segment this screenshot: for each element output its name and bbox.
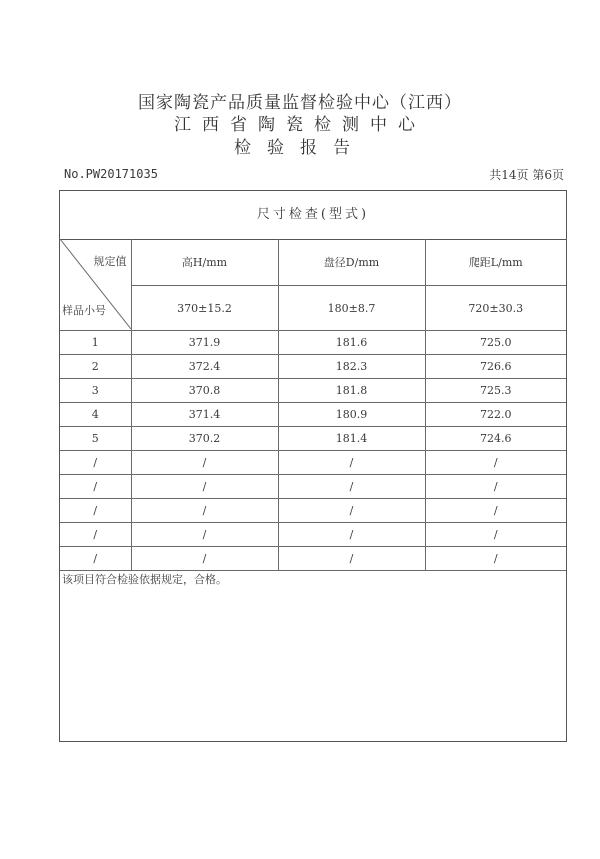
creepage-value: / — [425, 451, 566, 475]
org-title: 国家陶瓷产品质量监督检验中心（江西） — [138, 93, 462, 113]
diameter-value: / — [278, 451, 425, 475]
creepage-value: 725.0 — [425, 331, 566, 355]
column-header: 盘径D/mm — [278, 239, 425, 286]
sample-number: 1 — [60, 331, 131, 355]
corner-cell — [60, 239, 131, 331]
page-info: 共14页 第6页 — [489, 168, 564, 182]
creepage-value: / — [425, 547, 566, 571]
diameter-value: 180.9 — [278, 403, 425, 427]
table-row — [60, 355, 566, 379]
corner-label-sample: 样品小号 — [62, 304, 106, 317]
height-value: 370.2 — [131, 427, 278, 451]
diameter-value: 182.3 — [278, 355, 425, 379]
sample-number: / — [60, 499, 131, 523]
spec-value: 370±15.2 — [131, 286, 278, 331]
spec-value: 720±30.3 — [425, 286, 566, 331]
creepage-value: / — [425, 499, 566, 523]
creepage-value: 725.3 — [425, 379, 566, 403]
sample-number: / — [60, 475, 131, 499]
report-frame — [59, 190, 567, 742]
height-value: 370.8 — [131, 379, 278, 403]
sample-number: 4 — [60, 403, 131, 427]
height-value: 372.4 — [131, 355, 278, 379]
creepage-value: 724.6 — [425, 427, 566, 451]
diameter-value: 181.8 — [278, 379, 425, 403]
center-title: 江西省陶瓷检测中心 — [174, 115, 426, 135]
corner-label-spec: 规定值 — [93, 255, 127, 268]
report-number: No.PW20171035 — [64, 167, 158, 181]
table-row — [60, 331, 566, 355]
diameter-value: 181.4 — [278, 427, 425, 451]
sample-number: 2 — [60, 355, 131, 379]
height-value: / — [131, 475, 278, 499]
table-row — [60, 427, 566, 451]
creepage-value: / — [425, 523, 566, 547]
height-value: 371.4 — [131, 403, 278, 427]
creepage-value: / — [425, 475, 566, 499]
dimension-table — [60, 239, 566, 571]
table-row — [60, 451, 566, 475]
sample-number: / — [60, 451, 131, 475]
diameter-value: / — [278, 475, 425, 499]
diameter-value: 181.6 — [278, 331, 425, 355]
creepage-value: 726.6 — [425, 355, 566, 379]
height-value: 371.9 — [131, 331, 278, 355]
column-header: 高H/mm — [131, 239, 278, 286]
section-title: 尺寸检查(型式) — [60, 191, 566, 240]
sample-number: / — [60, 523, 131, 547]
table-row — [60, 403, 566, 427]
table-row — [60, 475, 566, 499]
table-row — [60, 547, 566, 571]
height-value: / — [131, 547, 278, 571]
spec-value: 180±8.7 — [278, 286, 425, 331]
table-row — [60, 379, 566, 403]
table-row — [60, 499, 566, 523]
height-value: / — [131, 523, 278, 547]
report-title: 检验报告 — [234, 138, 366, 158]
height-value: / — [131, 499, 278, 523]
sample-number: / — [60, 547, 131, 571]
conclusion-text: 该项目符合检验依据规定，合格。 — [62, 573, 227, 586]
creepage-value: 722.0 — [425, 403, 566, 427]
diameter-value: / — [278, 547, 425, 571]
table-row — [60, 523, 566, 547]
height-value: / — [131, 451, 278, 475]
sample-number: 3 — [60, 379, 131, 403]
column-header: 爬距L/mm — [425, 239, 566, 286]
diameter-value: / — [278, 523, 425, 547]
sample-number: 5 — [60, 427, 131, 451]
diameter-value: / — [278, 499, 425, 523]
